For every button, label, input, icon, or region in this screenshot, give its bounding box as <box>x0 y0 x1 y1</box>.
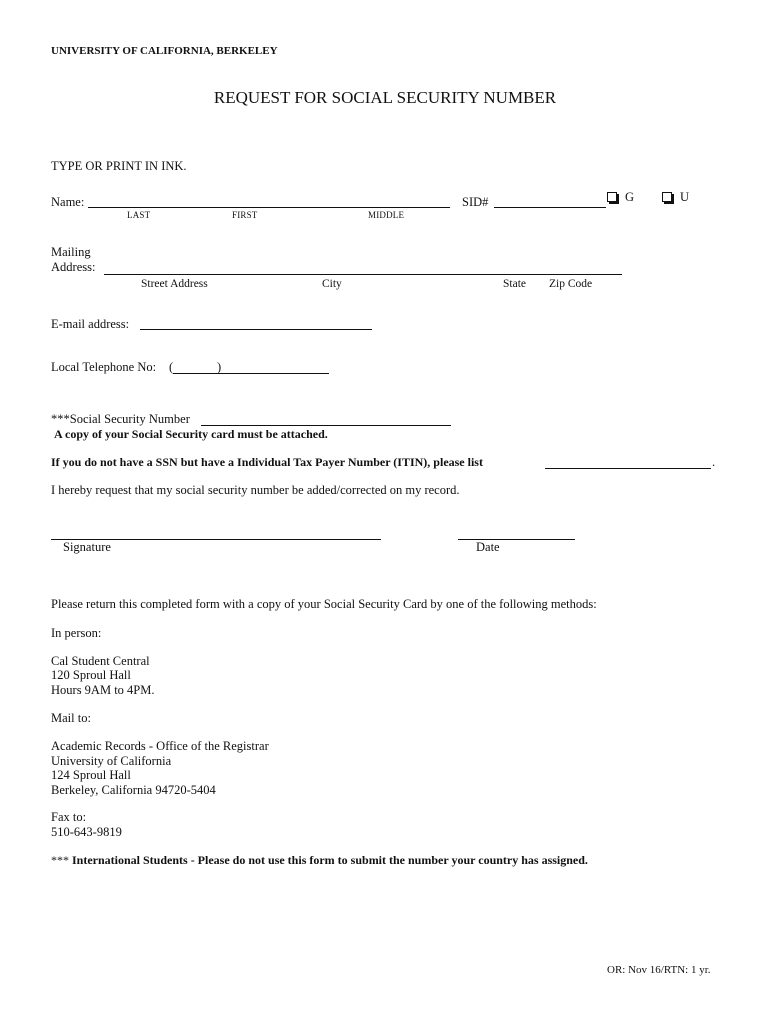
name-middle-caption: MIDDLE <box>368 210 405 220</box>
fax-heading: Fax to: <box>51 810 87 824</box>
mail-line1: Academic Records - Office of the Registrar <box>51 739 269 753</box>
mail-line4: Berkeley, California 94720-5404 <box>51 783 216 797</box>
in-person-line2: 120 Sproul Hall <box>51 668 131 682</box>
in-person-heading: In person: <box>51 626 102 640</box>
in-person-line1: Cal Student Central <box>51 654 150 668</box>
name-last-caption: LAST <box>127 210 151 220</box>
in-person-line3: Hours 9AM to 4PM. <box>51 683 155 697</box>
return-instructions: Please return this completed form with a copy of your Social Security Card by one of the following methods: <box>51 597 597 611</box>
undergraduate-checkbox[interactable] <box>662 192 672 202</box>
mailing-label-line1: Mailing <box>51 245 91 259</box>
mailing-address-field[interactable] <box>104 274 622 275</box>
phone-close-paren: ) <box>217 360 222 374</box>
graduate-checkbox[interactable] <box>607 192 617 202</box>
date-label: Date <box>476 540 500 554</box>
name-label: Name: <box>51 195 85 209</box>
international-text: International Students - Please do not use this form to submit the number your country has assigned. <box>72 853 588 867</box>
email-field[interactable] <box>140 329 372 330</box>
phone-field[interactable] <box>173 373 329 374</box>
sid-field[interactable] <box>494 207 606 208</box>
itin-field[interactable] <box>545 468 711 469</box>
email-label: E-mail address: <box>51 317 130 331</box>
signature-label: Signature <box>63 540 111 554</box>
itin-period: . <box>712 455 716 469</box>
mail-line3: 124 Sproul Hall <box>51 768 131 782</box>
city-caption: City <box>322 278 342 290</box>
mail-line2: University of California <box>51 754 172 768</box>
graduate-option-label: G <box>625 190 635 204</box>
phone-open-paren: ( <box>169 360 174 374</box>
page-title: REQUEST FOR SOCIAL SECURITY NUMBER <box>213 88 557 107</box>
international-stars: *** <box>51 853 69 867</box>
name-first-caption: FIRST <box>232 210 258 220</box>
mailing-label-line2: Address: <box>51 260 96 274</box>
ssn-field[interactable] <box>201 425 451 426</box>
itin-text: If you do not have a SSN but have a Individual Tax Payer Number (ITIN), please list <box>51 455 483 469</box>
undergraduate-option-label: U <box>680 190 690 204</box>
ssn-attachment-note: A copy of your Social Security card must be attached. <box>54 427 328 441</box>
international-note <box>51 853 588 868</box>
ssn-label: ***Social Security Number <box>51 412 190 426</box>
form-footer: OR: Nov 16/RTN: 1 yr. <box>607 964 711 976</box>
sid-label: SID# <box>462 195 489 209</box>
zip-caption: Zip Code <box>549 278 593 290</box>
name-field[interactable] <box>88 207 450 208</box>
fax-number: 510-643-9819 <box>51 825 122 839</box>
request-statement: I hereby request that my social security number be added/corrected on my record. <box>51 483 460 497</box>
instructions-text: TYPE OR PRINT IN INK. <box>51 159 187 173</box>
university-name: UNIVERSITY OF CALIFORNIA, BERKELEY <box>51 45 278 57</box>
mail-heading: Mail to: <box>51 711 91 725</box>
phone-label: Local Telephone No: <box>51 360 157 374</box>
state-caption: State <box>503 278 526 290</box>
street-caption: Street Address <box>141 278 208 290</box>
